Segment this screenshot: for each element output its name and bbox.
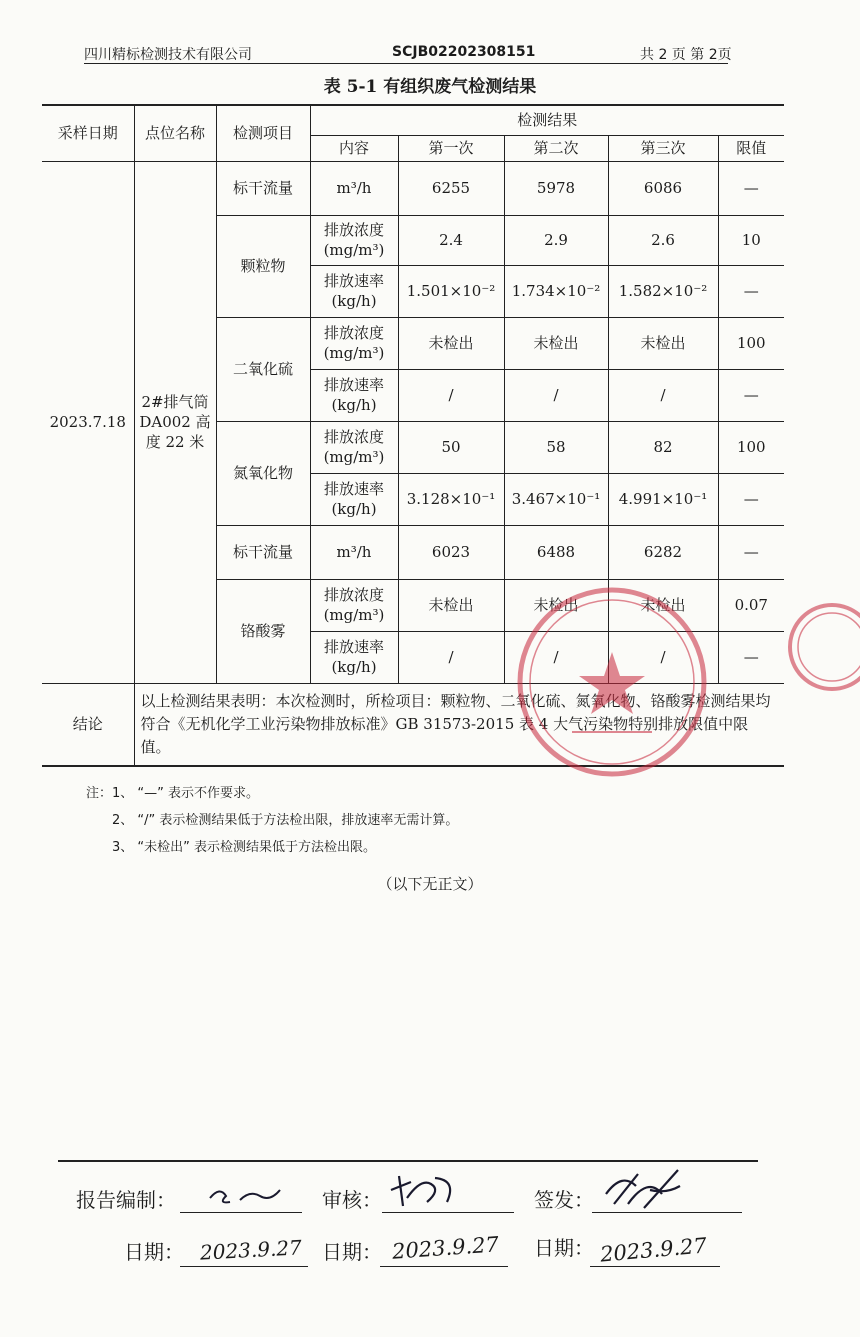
head-results: 检测结果 (310, 105, 784, 135)
limit-cell: — (718, 631, 784, 683)
value-cell: 6282 (608, 525, 718, 579)
limit-cell: 100 (718, 317, 784, 369)
table-row (42, 161, 784, 215)
value-cell: / (608, 369, 718, 421)
signature-divider (58, 1160, 758, 1162)
value-cell: 6023 (398, 525, 504, 579)
issuer-signature-icon (600, 1164, 690, 1214)
content-cell: 排放速率(kg/h) (310, 265, 398, 317)
reviewer-date-line (380, 1266, 508, 1267)
limit-cell: 10 (718, 215, 784, 265)
notes (86, 780, 458, 861)
value-cell: 6488 (504, 525, 608, 579)
compiler-date-label: 日期： (124, 1240, 184, 1264)
header-divider (84, 63, 728, 64)
content-cell: 排放浓度(mg/m³) (310, 421, 398, 473)
value-cell: 未检出 (608, 317, 718, 369)
reviewer-date-label: 日期： (322, 1240, 382, 1264)
point-name: 2#排气筒 DA002 高度 22 米 (134, 161, 216, 683)
issuer-date: 2023.9.27 (599, 1233, 708, 1267)
item-cell: 颗粒物 (216, 215, 310, 317)
value-cell: 3.467×10⁻¹ (504, 473, 608, 525)
value-cell: / (504, 631, 608, 683)
value-cell: 1.582×10⁻² (608, 265, 718, 317)
table-title: 表 5-1 有组织废气检测结果 (323, 77, 537, 97)
content-cell: 排放速率(kg/h) (310, 473, 398, 525)
content-cell: 排放浓度(mg/m³) (310, 579, 398, 631)
content-cell: 排放浓度(mg/m³) (310, 215, 398, 265)
conclusion-text: 以上检测结果表明：本次检测时，所检项目：颗粒物、二氧化硫、氮氧化物、铬酸雾检测结果均符合《无机化学工业污染物排放标准》GB 31573-2015 表 4 大气污染物特别排放限值中限值。 (134, 683, 784, 766)
head-point-name: 点位名称 (134, 105, 216, 161)
head-item: 检测项目 (216, 105, 310, 161)
content-cell: m³/h (310, 161, 398, 215)
content-cell: 排放浓度(mg/m³) (310, 317, 398, 369)
value-cell: 未检出 (504, 317, 608, 369)
head-first: 第一次 (398, 135, 504, 161)
head-content: 内容 (310, 135, 398, 161)
limit-cell: — (718, 265, 784, 317)
limit-cell: 0.07 (718, 579, 784, 631)
conclusion-label: 结论 (42, 683, 134, 766)
content-cell: 排放速率(kg/h) (310, 631, 398, 683)
head-third: 第三次 (608, 135, 718, 161)
value-cell: 1.734×10⁻² (504, 265, 608, 317)
compiler-label: 报告编制： (76, 1188, 176, 1212)
item-cell: 铬酸雾 (216, 579, 310, 683)
item-cell: 氮氧化物 (216, 421, 310, 525)
value-cell: 未检出 (398, 579, 504, 631)
limit-cell: 100 (718, 421, 784, 473)
value-cell: 2.4 (398, 215, 504, 265)
compiler-signature-line (180, 1212, 302, 1213)
partial-seal-icon (770, 602, 860, 692)
compiler-date: 2023.9.27 (199, 1235, 303, 1265)
value-cell: 82 (608, 421, 718, 473)
limit-cell: — (718, 473, 784, 525)
reviewer-date: 2023.9.27 (391, 1232, 500, 1264)
note-item: 3、 “未检出” 表示检测结果低于方法检出限。 (112, 840, 377, 855)
issuer-date-line (590, 1266, 720, 1267)
sample-date: 2023.7.18 (42, 161, 134, 683)
value-cell: 3.128×10⁻¹ (398, 473, 504, 525)
issuer-label: 签发： (534, 1188, 594, 1212)
value-cell: 未检出 (398, 317, 504, 369)
limit-cell: — (718, 161, 784, 215)
end-of-text: （以下无正文） (377, 875, 483, 893)
note-item: 2、 “/” 表示检测结果低于方法检出限，排放速率无需计算。 (112, 813, 459, 828)
value-cell: / (398, 631, 504, 683)
issuer-date-label: 日期： (534, 1236, 594, 1260)
reviewer-signature-line (382, 1212, 514, 1213)
value-cell: 未检出 (504, 579, 608, 631)
head-second: 第二次 (504, 135, 608, 161)
value-cell: 2.6 (608, 215, 718, 265)
head-limit: 限值 (718, 135, 784, 161)
page-count: 共 2 页 第 2页 (640, 47, 732, 63)
value-cell: 58 (504, 421, 608, 473)
value-cell: 6086 (608, 161, 718, 215)
report-number: SCJB02202308151 (392, 44, 536, 60)
reviewer-label: 审核： (322, 1188, 382, 1212)
item-cell: 标干流量 (216, 525, 310, 579)
head-sample-date: 采样日期 (42, 105, 134, 161)
compiler-date-line (180, 1266, 308, 1267)
company-name: 四川精标检测技术有限公司 (84, 47, 252, 63)
value-cell: / (608, 631, 718, 683)
value-cell: 4.991×10⁻¹ (608, 473, 718, 525)
value-cell: 2.9 (504, 215, 608, 265)
content-cell: m³/h (310, 525, 398, 579)
value-cell: / (398, 369, 504, 421)
value-cell: 未检出 (608, 579, 718, 631)
content-cell: 排放速率(kg/h) (310, 369, 398, 421)
limit-cell: — (718, 525, 784, 579)
value-cell: 5978 (504, 161, 608, 215)
reviewer-signature-icon (385, 1168, 465, 1212)
compiler-signature-icon (200, 1180, 290, 1210)
limit-cell: — (718, 369, 784, 421)
value-cell: / (504, 369, 608, 421)
item-cell: 标干流量 (216, 161, 310, 215)
official-seal-icon (512, 582, 712, 782)
value-cell: 50 (398, 421, 504, 473)
value-cell: 6255 (398, 161, 504, 215)
value-cell: 1.501×10⁻² (398, 265, 504, 317)
item-cell: 二氧化硫 (216, 317, 310, 421)
note-item: 注：1、 “—” 表示不作要求。 (86, 786, 260, 801)
